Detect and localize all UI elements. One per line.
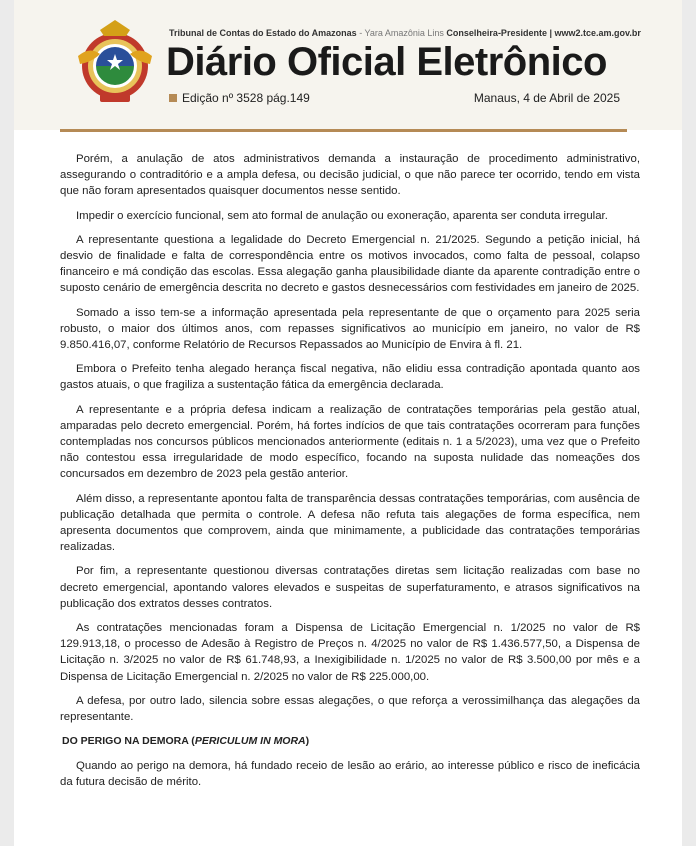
paragraph: Por fim, a representante questionou diversas contratações diretas sem licitação realizadas com base no decreto emergencial, apontando valores elevados e suspeitas de superfaturamento, e atrasos significativos na publicação dos extratos desses contratos. bbox=[60, 565, 640, 610]
paragraph: Além disso, a representante apontou falta de transparência dessas contratações temporárias, com ausência de publicação detalhada que permita o controle. A defesa não refuta tais alegações de forma específica, nem apresenta documentos que comprovem, ainda que minimamente, a publicidade das contratações temporárias realizadas. bbox=[60, 492, 640, 554]
paragraph: A representante questiona a legalidade do Decreto Emergencial n. 21/2025. Segundo a petição inicial, há desvio de finalidade e falta de correspondência entre os motivos invocados, como falta de pessoal, colapso financeiro e má condição das escolas. Essa alegação ganha plausibilidade diante da aparente contradição entre o suposto cenário de emergência descrita no decreto e gastos desnecessários com festividades em janeiro de 2025. bbox=[60, 233, 640, 295]
paragraph: Embora o Prefeito tenha alegado herança fiscal negativa, não elidiu essa contradição apontada quanto aos gastos atuais, o que fragiliza a sustentação fática da emergência declarada. bbox=[60, 363, 640, 392]
tagline-president-name: Yara Amazônia Lins bbox=[364, 28, 444, 38]
tagline-org: Tribunal de Contas do Estado do Amazonas bbox=[169, 28, 357, 38]
document-body bbox=[60, 151, 640, 798]
heading-latin-term: PERICULUM IN MORA bbox=[194, 735, 306, 748]
paragraph: A defesa, por outro lado, silencia sobre essas alegações, o que reforça a verossimilhança das alegações da representante. bbox=[60, 694, 640, 724]
paragraph: A representante e a própria defesa indicam a realização de contratações temporárias pela gestão atual, amparadas pelo decreto emergencial. Porém, há fortes indícios de que tais contratações ocorreram para funções contempladas nos concursos públicos mencionados anteriormente (editais n. 1 a 5/2023), uma vez que o Prefeito não contestou essa irregularidade de modo específico, focando na suposta nulidade das nomeações dos concursados em dezembro de 2023 pela gestão anterior. bbox=[60, 403, 640, 481]
publication-date: Manaus, 4 de Abril de 2025 bbox=[473, 91, 620, 105]
state-coat-of-arms-icon bbox=[70, 16, 160, 106]
edition-info bbox=[169, 91, 310, 105]
edition-label: Edição nº 3528 pág.149 bbox=[182, 91, 310, 105]
paragraph: Quando ao perigo na demora, há fundado receio de lesão ao erário, ao interesse público e risco de ineficácia da futura decisão de mérito. bbox=[60, 759, 640, 788]
document-page bbox=[14, 0, 682, 846]
header-divider bbox=[60, 129, 627, 132]
tagline-role-and-url: Conselheira-Presidente | www2.tce.am.gov.br bbox=[443, 28, 641, 38]
paragraph: Impedir o exercício funcional, sem ato formal de anulação ou exoneração, aparenta ser conduta irregular. bbox=[76, 209, 608, 222]
header bbox=[14, 0, 682, 130]
paragraph: Porém, a anulação de atos administrativos demanda a instauração de procedimento administrativo, assegurando o contraditório e a ampla defesa, ou decisão judicial, o que não parece ter ocorrido, tendo em vista que não foram apresentados quaisquer documentos nesse sentido. bbox=[60, 153, 640, 198]
section-heading bbox=[60, 733, 640, 749]
paragraph: Somado a isso tem-se a informação apresentada pela representante de que o orçamento para 2025 seria robusto, o maior dos últimos anos, com repasses significativos ao município em janeiro, no valor de R$ 9.850.416,07, conforme Relatório de Recursos Repassados ao Município de Envira à fl. 21. bbox=[60, 306, 640, 352]
tagline-separator: - bbox=[356, 28, 365, 38]
journal-title: Diário Oficial Eletrônico bbox=[166, 40, 607, 84]
heading-suffix: ) bbox=[305, 735, 310, 748]
header-tagline bbox=[169, 28, 641, 38]
paragraph: As contratações mencionadas foram a Dispensa de Licitação Emergencial n. 1/2025 no valor de R$ 129.913,18, o processo de Adesão à Registro de Preços n. 4/2025 no valor de R$ 1.436.577,50, a Dispensa de Licitação n. 3/2025 no valor de R$ 61.748,93, a Inexigibilidade n. 1/2025 no valor de R$ 3.500,00 por mês e a Dispensa de Licitação Emergencial n. 2/2025 no valor de R$ 225.000,00. bbox=[60, 622, 640, 683]
square-bullet-icon bbox=[169, 94, 177, 102]
heading-prefix: DO PERIGO NA DEMORA ( bbox=[62, 735, 195, 748]
